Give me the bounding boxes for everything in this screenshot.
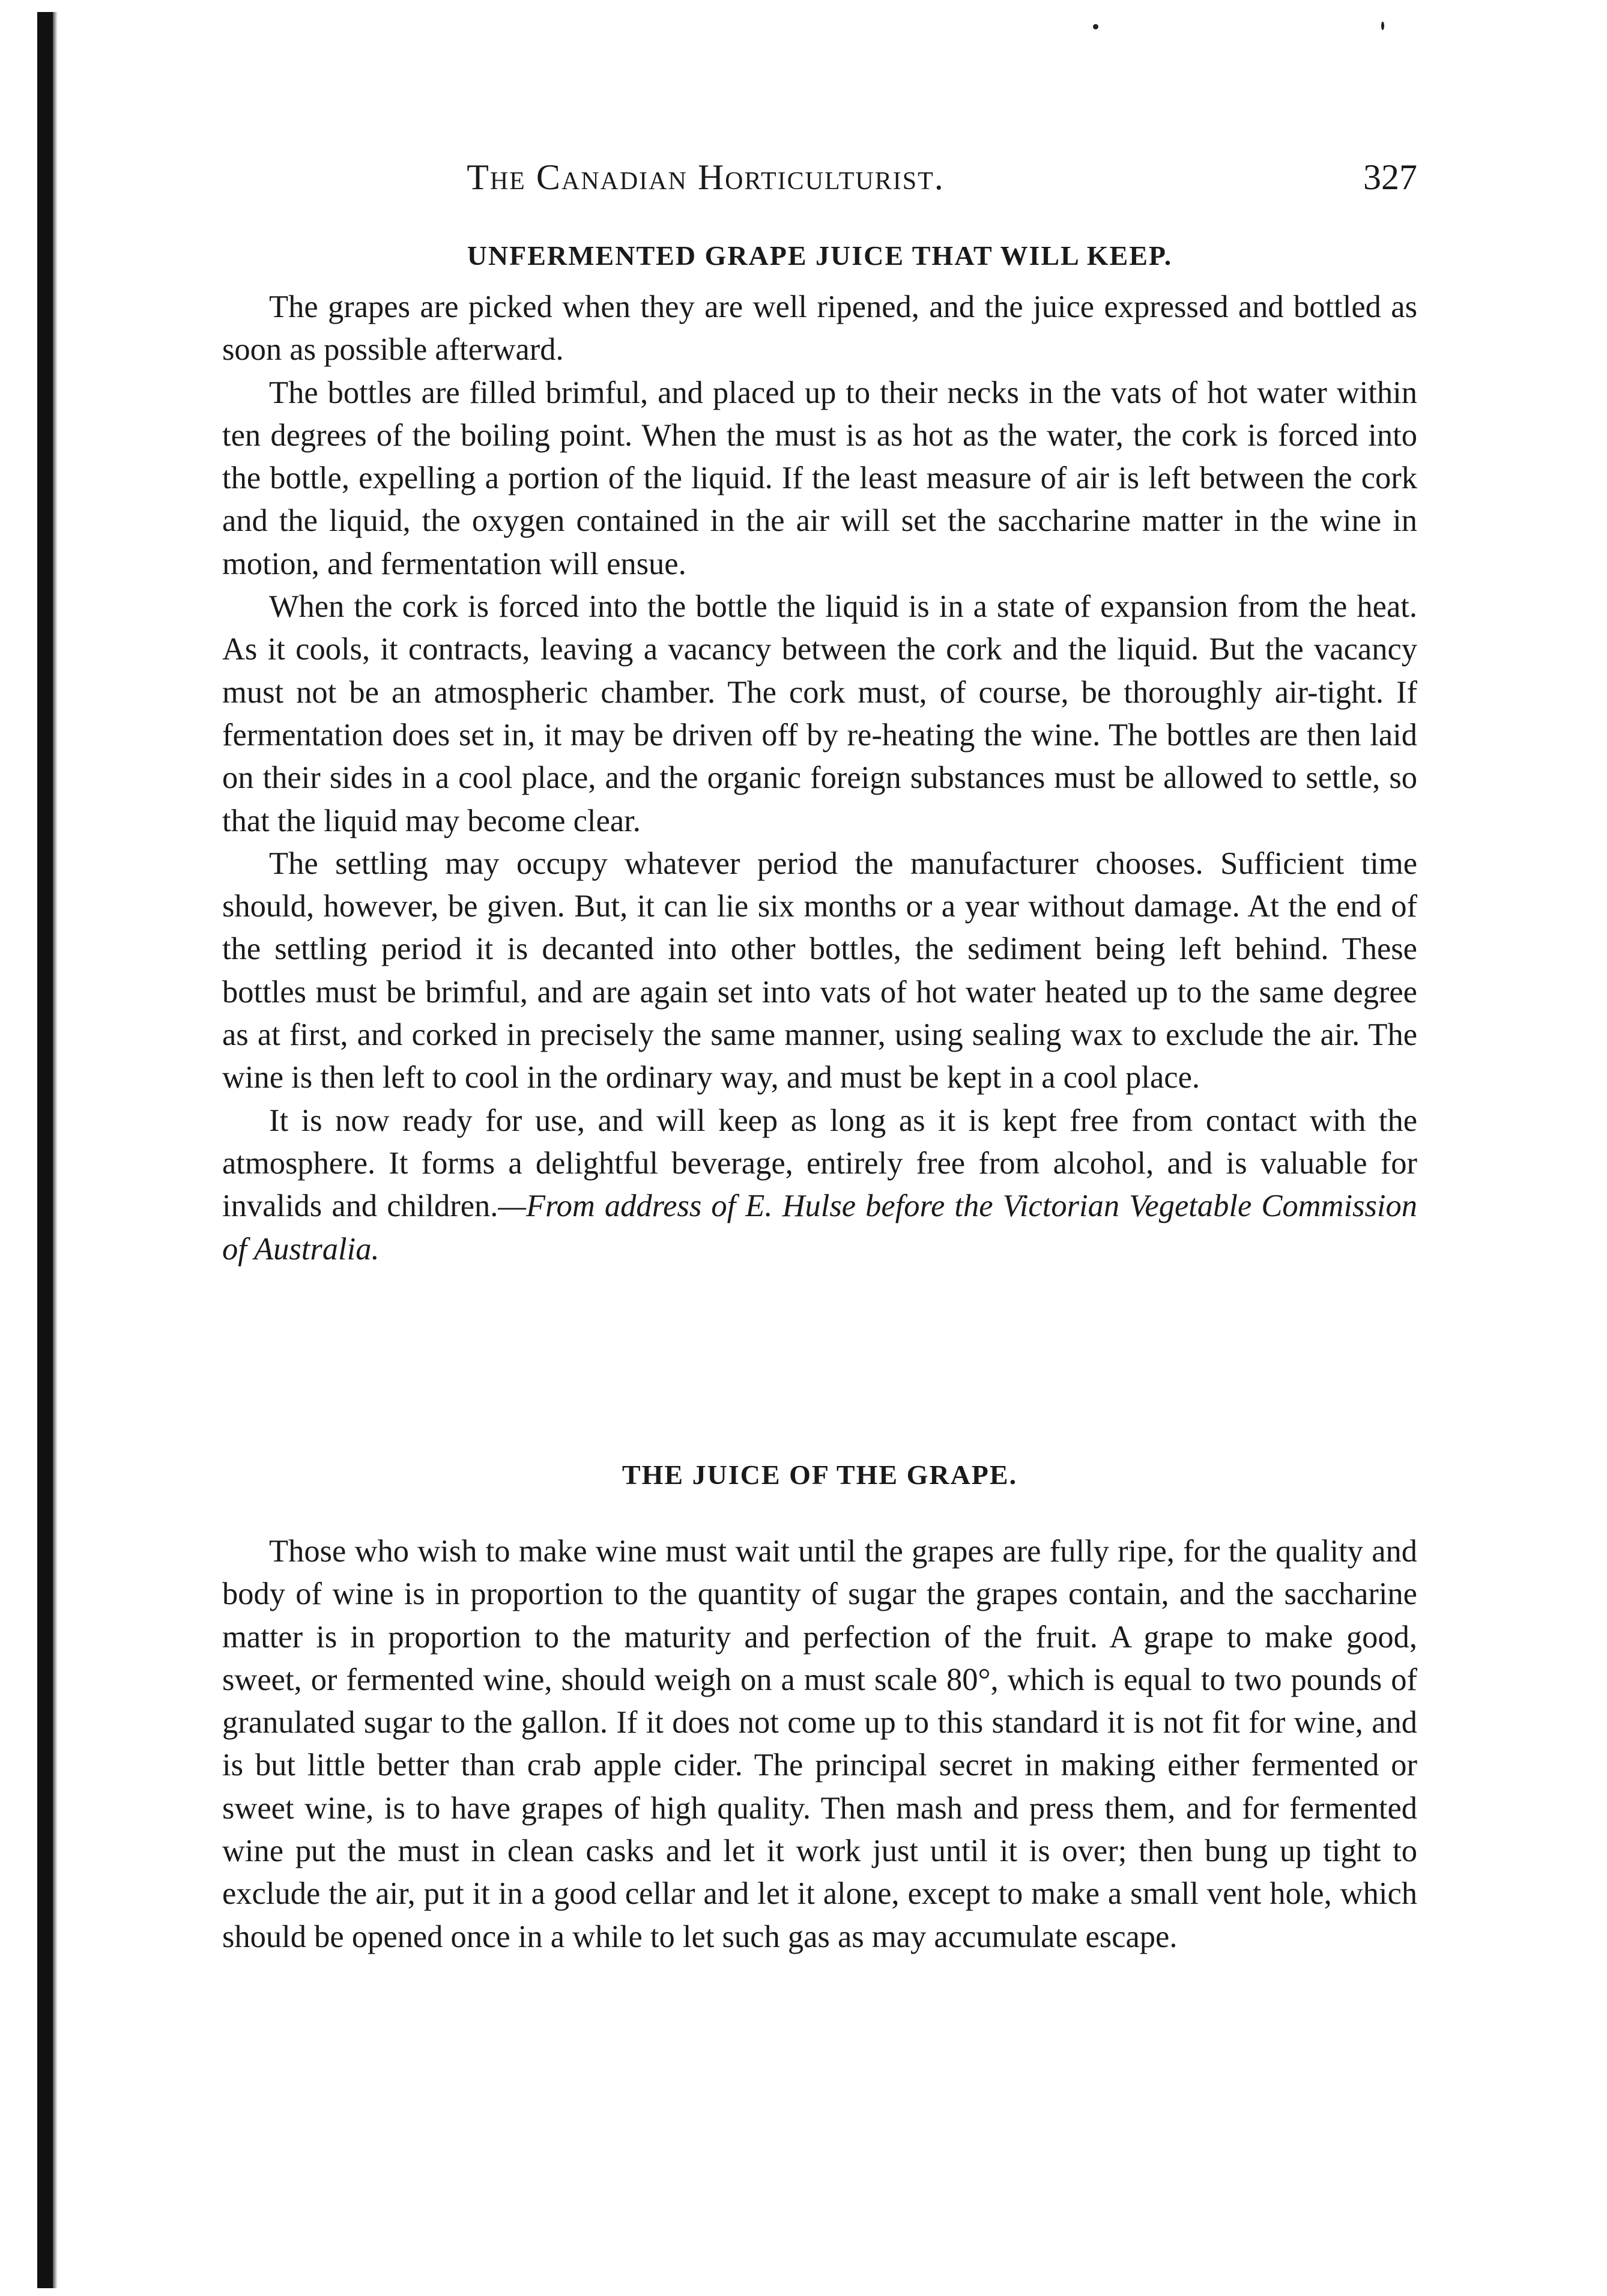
closing-paragraph-text: It is now ready for use, and will keep as long as it is kept free from contact with the atmosphere. It forms a delightful beverage, entirely free from alcohol, and is valuable for invalids and children. bbox=[222, 1103, 1417, 1224]
paragraph: The grapes are picked when they are well ripened, and the juice expressed and bottled as soon as possible afterward. bbox=[222, 289, 1417, 368]
running-title: The Canadian Horticulturist. bbox=[467, 157, 945, 197]
scan-speck bbox=[1093, 24, 1098, 29]
scan-binding-shadow bbox=[53, 12, 58, 2288]
paragraph: The settling may occupy whatever period the manufacturer chooses. Sufficient time should, however, be given. But, it can lie six months or a year without damage. At the end of the settling period it is decanted into other bottles, the sediment being left behind. These bottles must be brimful, and are again set into vats of hot water heated up to the same degree as at first, and corked in precisely the same manner, using sealing wax to exclude the air. The wine is then left to cool in the ordinary way, and must be kept in a cool place. bbox=[222, 846, 1417, 1095]
page-number: 327 bbox=[1363, 157, 1417, 197]
page-header bbox=[222, 153, 1417, 201]
article-unfermented-grape-juice bbox=[222, 234, 1417, 1271]
scan-speck bbox=[1381, 22, 1384, 30]
scan-binding-edge bbox=[37, 12, 53, 2288]
closing-paragraph bbox=[222, 1100, 1417, 1271]
paragraph: Those who wish to make wine must wait until the grapes are fully ripe, for the quality and body of wine is in proportion to the quantity of sugar the grapes contain, and the saccharine matter is in proportion to the maturity and perfection of the fruit. A grape to make good, sweet, or fermented wine, should weigh on a must scale 80°, which is equal to two pounds of granulated sugar to the gallon. If it does not come up to this standard it is not fit for wine, and is but little better than crab apple cider. The principal secret in making either fermented or sweet wine, is to have grapes of high quality. Then mash and press them, and for fermented wine put the must in clean casks and let it work just until it is over; then bung up tight to exclude the air, put it in a good cellar and let it alone, except to make a small vent hole, which should be opened once in a while to let such gas as may accumulate escape. bbox=[222, 1534, 1417, 1954]
source-citation: —From address of E. Hulse before the Victorian Vegetable Commission of Australia. bbox=[222, 1189, 1417, 1267]
paragraph: The bottles are filled brimful, and placed up to their necks in the vats of hot water within ten degrees of the boiling point. When the must is as hot as the water, the cork is forced into the bottle, expelling a portion of the liquid. If the least measure of air is left between the cork and the liquid, the oxygen contained in the air will set the saccharine matter in the wine in motion, and fermentation will ensue. bbox=[222, 375, 1417, 581]
paragraph: When the cork is forced into the bottle the liquid is in a state of expansion from the heat. As it cools, it contracts, leaving a vacancy between the cork and the liquid. But the vacancy must not be an atmospheric chamber. The cork must, of course, be thoroughly air-tight. If fermentation does set in, it may be driven off by re-heating the wine. The bottles are then laid on their sides in a cool place, and the organic foreign substances must be allowed to settle, so that the liquid may become clear. bbox=[222, 589, 1417, 838]
article-juice-of-the-grape bbox=[222, 1453, 1417, 1958]
article-title: UNFERMENTED GRAPE JUICE THAT WILL KEEP. bbox=[467, 240, 1173, 271]
article-title: THE JUICE OF THE GRAPE. bbox=[622, 1459, 1018, 1490]
